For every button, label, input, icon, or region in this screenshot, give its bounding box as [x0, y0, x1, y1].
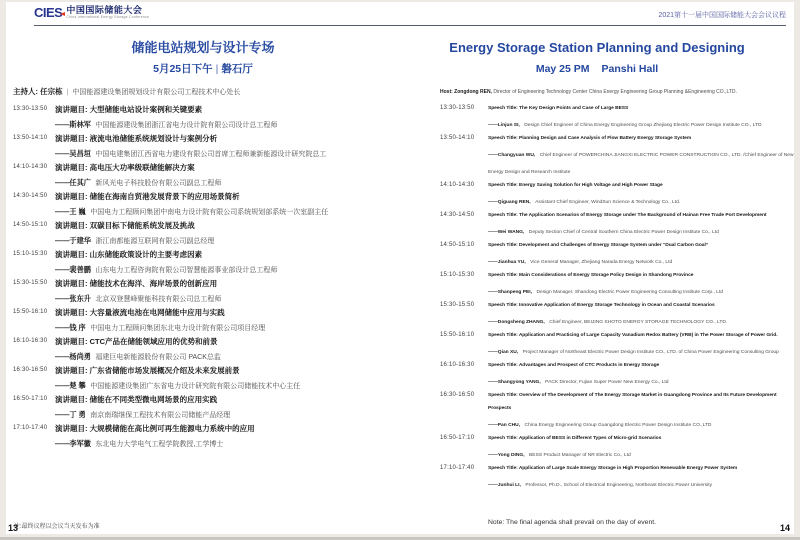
item-speaker-line: [55, 290, 400, 306]
item-speaker-name: ——任其广: [55, 178, 91, 187]
item-speaker-name: ——Linjun SI,: [488, 123, 520, 128]
item-speech-title: Speech Title: Energy Saving Solution for High Voltage and High Power Stage: [488, 183, 663, 188]
host-label-en: Host:: [440, 89, 453, 95]
agenda-item: [400, 239, 794, 269]
item-speaker-desc: Chief Engineer of POWERCHINA JIANGXI ELECTRIC POWER CONSTRUCTION CO., LTD. /Chief Engineer of New Energy Design and Research Institute: [488, 153, 794, 175]
item-speech-title: 演讲题目: CTC产品在储能领域应用的优势和前景: [55, 337, 218, 346]
item-speech-title: Speech Title: Innovative Application of Energy Storage Technology in Ocean and Coastal Scenarios: [488, 303, 715, 308]
item-speaker-desc: 福建巨电新能源股份有限公司 PACK总监: [95, 354, 221, 361]
item-speaker-desc: 新风光电子科技股份有限公司副总工程师: [95, 180, 222, 187]
item-time: 15:10-15:30: [440, 272, 475, 278]
right-page-english: [400, 27, 794, 492]
item-speaker-name: ——Shangyong YANG,: [488, 380, 541, 385]
item-speech-title: 演讲题目: 大规模储能在高比例可再生能源电力系统中的应用: [55, 424, 255, 433]
item-speaker-line: [55, 377, 400, 393]
item-speaker-name: ——裴善鹏: [55, 265, 91, 274]
item-speaker-desc: 中国电建集团江西省电力建设有限公司首席工程师兼新能源设计研究院总工: [95, 151, 327, 158]
item-speaker-desc: Design Chief Engineer of China Energy Engineering Group Zhejiang Electric Power Design Institute CO., LTD: [524, 123, 762, 128]
agenda-item: [6, 335, 400, 364]
item-time: 14:10-14:30: [440, 182, 475, 188]
page-columns: [6, 27, 794, 492]
agenda-item: [6, 161, 400, 190]
item-speaker-line: [488, 372, 794, 389]
item-speaker-line: [488, 342, 794, 359]
item-speaker-desc: 浙江南都能源互联网有限公司副总经理: [95, 238, 215, 245]
host-desc-cn: 中国能源建设集团规划设计有限公司工程技术中心处长: [72, 89, 241, 96]
page-number-left: 13: [8, 523, 19, 533]
item-speech-title: Speech Title: The Application Scenarios of Energy Storage under The Background of Hainan Free Trade Port Development: [488, 213, 767, 218]
item-speaker-name: ——丁 勇: [55, 410, 86, 419]
item-time: 15:10-15:30: [13, 251, 48, 257]
item-time: 16:50-17:10: [13, 396, 48, 402]
item-time: 15:50-16:10: [440, 332, 475, 338]
item-speaker-name: ——张东升: [55, 294, 91, 303]
agenda-list-cn: [6, 103, 400, 451]
item-speaker-name: ——Qiguang REN,: [488, 200, 531, 205]
footnote-en: Note: The final agenda shall prevail on the day of event.: [488, 519, 657, 526]
agenda-item: [400, 209, 794, 239]
item-speaker-desc: 南京南瑞继保工程技术有限公司储能产品经理: [90, 412, 231, 419]
item-speaker-desc: 山东电力工程咨询院有限公司智慧能源事业部设计总工程师: [95, 267, 278, 274]
item-speaker-line: [488, 445, 794, 462]
host-separator-cn: |: [66, 89, 69, 96]
item-speech-title: 演讲题目: 储能技术在海洋、海岸场景的创新应用: [55, 279, 218, 288]
item-speaker-line: [55, 319, 400, 335]
item-speaker-desc: Professor, Ph.D., School of Electrical Engineering, Northeast Electric Power University: [525, 483, 713, 488]
item-speaker-desc: China Energy Engineering Group Guangdong Electric Power Design Institute CO.,LTD: [524, 423, 712, 428]
item-speaker-desc: 中国电力工程顾问集团中南电力设计院有限公司系统规划部系统一次室副主任: [90, 209, 329, 216]
agenda-item: [400, 132, 794, 179]
agenda-item: [6, 190, 400, 219]
item-speaker-desc: Chief Engineer, BEIJING SHOTO ENERGY STORAGE TECHNOLOGY CO., LTD.: [549, 320, 728, 325]
item-speech-title: Speech Title: Application of BESS in Different Types of Micro-grid Scenarios: [488, 436, 662, 441]
item-time: 14:30-14:50: [440, 212, 475, 218]
item-speech-title: 演讲题目: 广东省储能市场发展概况介绍及未来发展前景: [55, 366, 240, 375]
agenda-item: [6, 219, 400, 248]
item-speaker-name: ——Pan CHU,: [488, 423, 521, 428]
agenda-item: [6, 306, 400, 335]
agenda-item: [400, 462, 794, 492]
session-date-cn: 5月25日下午: [153, 63, 213, 75]
item-speaker-desc: BESS Product Manager of NR Electric Co., Ltd: [529, 453, 631, 458]
item-speaker-desc: 中国能源建设集团浙江省电力设计院有限公司设计总工程师: [95, 122, 278, 129]
item-speech-title: 演讲题目: 高电压大功率级联储能解决方案: [55, 163, 195, 172]
agenda-list-en: [400, 102, 794, 492]
item-time: 13:50-14:10: [13, 135, 48, 141]
item-speaker-name: ——杨尚勇: [55, 352, 91, 361]
host-name-cn: 主持人: 任宗栋: [13, 87, 63, 96]
agenda-item: [400, 269, 794, 299]
host-line-en: [400, 86, 794, 98]
item-time: 15:50-16:10: [13, 309, 48, 315]
item-speaker-name: ——Shanpeng PEI,: [488, 290, 533, 295]
item-speaker-name: ——李军徽: [55, 439, 91, 448]
item-speaker-line: [488, 115, 794, 132]
item-speaker-name: ——Jianhua YU,: [488, 260, 526, 265]
agenda-item: [400, 102, 794, 132]
agenda-item: [6, 393, 400, 422]
session-title-en: Energy Storage Station Planning and Designing: [449, 40, 745, 55]
agenda-item: [400, 299, 794, 329]
item-speaker-line: [55, 116, 400, 132]
item-speech-title: Speech Title: Application of Large Scale Energy Storage in High Proportion Renewable Energy Power System: [488, 466, 738, 471]
page-header: [34, 6, 786, 26]
item-speaker-line: [55, 406, 400, 422]
item-speaker-line: [55, 435, 400, 451]
item-speaker-desc: Deputy Section Chief of Central Southern China Electric Power Design Institute Co., Ltd: [528, 230, 719, 235]
item-speaker-line: [488, 252, 794, 269]
item-speaker-name: ——Wei WANG,: [488, 230, 525, 235]
agenda-item: [400, 359, 794, 389]
item-time: 16:30-16:50: [440, 392, 475, 398]
subtitle-separator-cn: |: [215, 63, 219, 75]
item-speaker-line: [488, 222, 794, 239]
item-speaker-name: ——楚 攀: [55, 381, 86, 390]
item-speech-title: Speech Title: Main Considerations of Energy Storage Policy Design in Shandong Province: [488, 273, 694, 278]
agenda-item: [400, 432, 794, 462]
item-speaker-name: ——于建华: [55, 236, 91, 245]
item-speech-title: Speech Title: Overview of The Development of The Energy Storage Market in Guangdong Province and Its Future Development Prospects: [488, 393, 777, 411]
item-speech-title: 演讲题目: 储能在海南自贸港发展背景下的应用场景简析: [55, 192, 240, 201]
item-speech-title: 演讲题目: 大型储能电站设计案例和关键要素: [55, 105, 203, 114]
item-time: 13:30-13:50: [440, 105, 475, 111]
item-time: 16:10-16:30: [13, 338, 48, 344]
item-speaker-desc: Project Manager of Northeast Electric Power Design Institute CO., LTD. of China Power Engineering Consulting Group: [522, 350, 779, 355]
item-speaker-line: [55, 261, 400, 277]
session-hall-cn: 磐石厅: [221, 63, 253, 75]
item-speaker-name: ——Qian XU,: [488, 350, 519, 355]
item-speaker-line: [488, 415, 794, 432]
host-desc-en: Director of Engineering Technology Center China Energy Engineering Group Planning &Engineering CO.,LTD.: [493, 89, 737, 95]
item-speaker-line: [55, 174, 400, 190]
item-speech-title: Speech Title: Development and Challenges of Energy Storage System under “Dual Carbon Goal”: [488, 243, 709, 248]
item-speaker-desc: Assistant Chief Engineer, WindSun Science & Technology Co., Ltd.: [535, 200, 681, 205]
item-speaker-desc: PACK Director, Fujian Super Power New Energy Co., Ltd: [545, 380, 669, 385]
logo-text-block: [66, 6, 149, 20]
document-sheet: [6, 2, 794, 534]
session-title-cn: 储能电站规划与设计专场: [131, 40, 275, 55]
agenda-item: [6, 248, 400, 277]
item-speech-title: Speech Title: Application and Practicing of Large Capacity Vanadium Redox Battery (VRB) in The Power Storage of Power Grid.: [488, 333, 778, 338]
agenda-item: [400, 329, 794, 359]
item-time: 14:50-15:10: [13, 222, 48, 228]
item-speaker-desc: Vice General Manager, Zhejiang Narada Energy Network Co., Ltd: [530, 260, 673, 265]
host-line-cn: [6, 86, 400, 99]
item-time: 14:50-15:10: [440, 242, 475, 248]
item-time: 16:50-17:10: [440, 435, 475, 441]
item-speaker-line: [55, 232, 400, 248]
item-speech-title: Speech Title: Advantages and Prospect of CTC Products in Energy Storage: [488, 363, 660, 368]
item-speech-title: Speech Title: Planning Design and Case Analysis of Flow Battery Energy Storage System: [488, 136, 692, 141]
session-hall-en: Panshi Hall: [601, 63, 659, 75]
item-time: 15:30-15:50: [13, 280, 48, 286]
item-speech-title: 演讲题目: 液流电池储能系统规划设计与案例分析: [55, 134, 218, 143]
item-speaker-desc: 中国能源建设集团广东省电力设计研究院有限公司储能技术中心主任: [90, 383, 301, 390]
item-time: 17:10-17:40: [13, 425, 48, 431]
item-speaker-name: ——斯林军: [55, 120, 91, 129]
item-speaker-desc: 北京双登慧峰聚能科技有限公司总工程师: [95, 296, 222, 303]
session-schedule-cn: [6, 63, 400, 75]
logo-red-arrow-icon: [60, 12, 65, 16]
item-time: 14:10-14:30: [13, 164, 48, 170]
item-time: 13:50-14:10: [440, 135, 475, 141]
agenda-item: [6, 277, 400, 306]
item-time: 16:10-16:30: [440, 362, 475, 368]
item-speaker-line: [488, 475, 794, 492]
item-speaker-name: ——钱 序: [55, 323, 86, 332]
item-speaker-line: [488, 145, 794, 179]
item-speaker-name: ——王 巍: [55, 207, 86, 216]
item-speaker-name: ——吴昌垣: [55, 149, 91, 158]
agenda-item: [400, 389, 794, 432]
item-speech-title: 演讲题目: 双碳目标下储能系统发展及挑战: [55, 221, 195, 230]
item-speech-title: 演讲题目: 山东储能政策设计的主要考虑因素: [55, 250, 203, 259]
item-speaker-desc: 东北电力大学电气工程学院教授,工学博士: [95, 441, 224, 448]
item-speaker-name: ——Dongsheng ZHANG,: [488, 320, 545, 325]
agenda-edition-label: 2021第十一届中国国际储能大会会议议程: [658, 12, 786, 19]
item-time: 16:30-16:50: [13, 367, 48, 373]
agenda-item: [6, 132, 400, 161]
item-speaker-line: [55, 348, 400, 364]
item-speaker-desc: Design Manager, Shandong Electric Power Engineering Consulting Institute Corp., Ltd: [536, 290, 723, 295]
session-date-en: May 25 PM: [535, 63, 590, 75]
item-speaker-name: ——Junhui LI,: [488, 483, 521, 488]
agenda-item: [6, 364, 400, 393]
footnote-cn: 注:最终议程以会议当天发布为准: [14, 524, 100, 530]
agenda-item: [6, 422, 400, 451]
left-page-chinese: [6, 27, 400, 492]
page-number-right: 14: [779, 523, 790, 533]
session-schedule-en: [400, 63, 794, 75]
item-speech-title: Speech Title: The Key Design Points and Case of Large BESS: [488, 106, 629, 111]
agenda-item: [400, 179, 794, 209]
item-time: 14:30-14:50: [13, 193, 48, 199]
item-speaker-line: [488, 282, 794, 299]
cies-logo-mark: [34, 6, 62, 20]
item-time: 13:30-13:50: [13, 106, 48, 112]
item-time: 17:10-17:40: [440, 465, 475, 471]
item-speech-title: 演讲题目: 储能在不同类型微电网场景的应用实践: [55, 395, 218, 404]
item-speaker-line: [55, 145, 400, 161]
agenda-item: [6, 103, 400, 132]
item-speech-title: 演讲题目: 大容量液流电池在电网储能中应用与实践: [55, 308, 225, 317]
logo-english-name: China International Energy Storage Conference: [66, 15, 150, 19]
item-time: 15:30-15:50: [440, 302, 475, 308]
host-name-en: Zongdong REN,: [454, 89, 492, 95]
item-speaker-name: ——Yong DING,: [488, 453, 525, 458]
item-speaker-name: ——Changyuan WU,: [488, 153, 536, 158]
cies-logo-letters: CIES: [34, 5, 63, 20]
item-speaker-desc: 中国电力工程顾问集团东北电力设计院有限公司项目经理: [90, 325, 266, 332]
item-speaker-line: [488, 192, 794, 209]
item-speaker-line: [55, 203, 400, 219]
logo-chinese-name: 中国国际储能大会: [66, 5, 143, 15]
item-speaker-line: [488, 312, 794, 329]
